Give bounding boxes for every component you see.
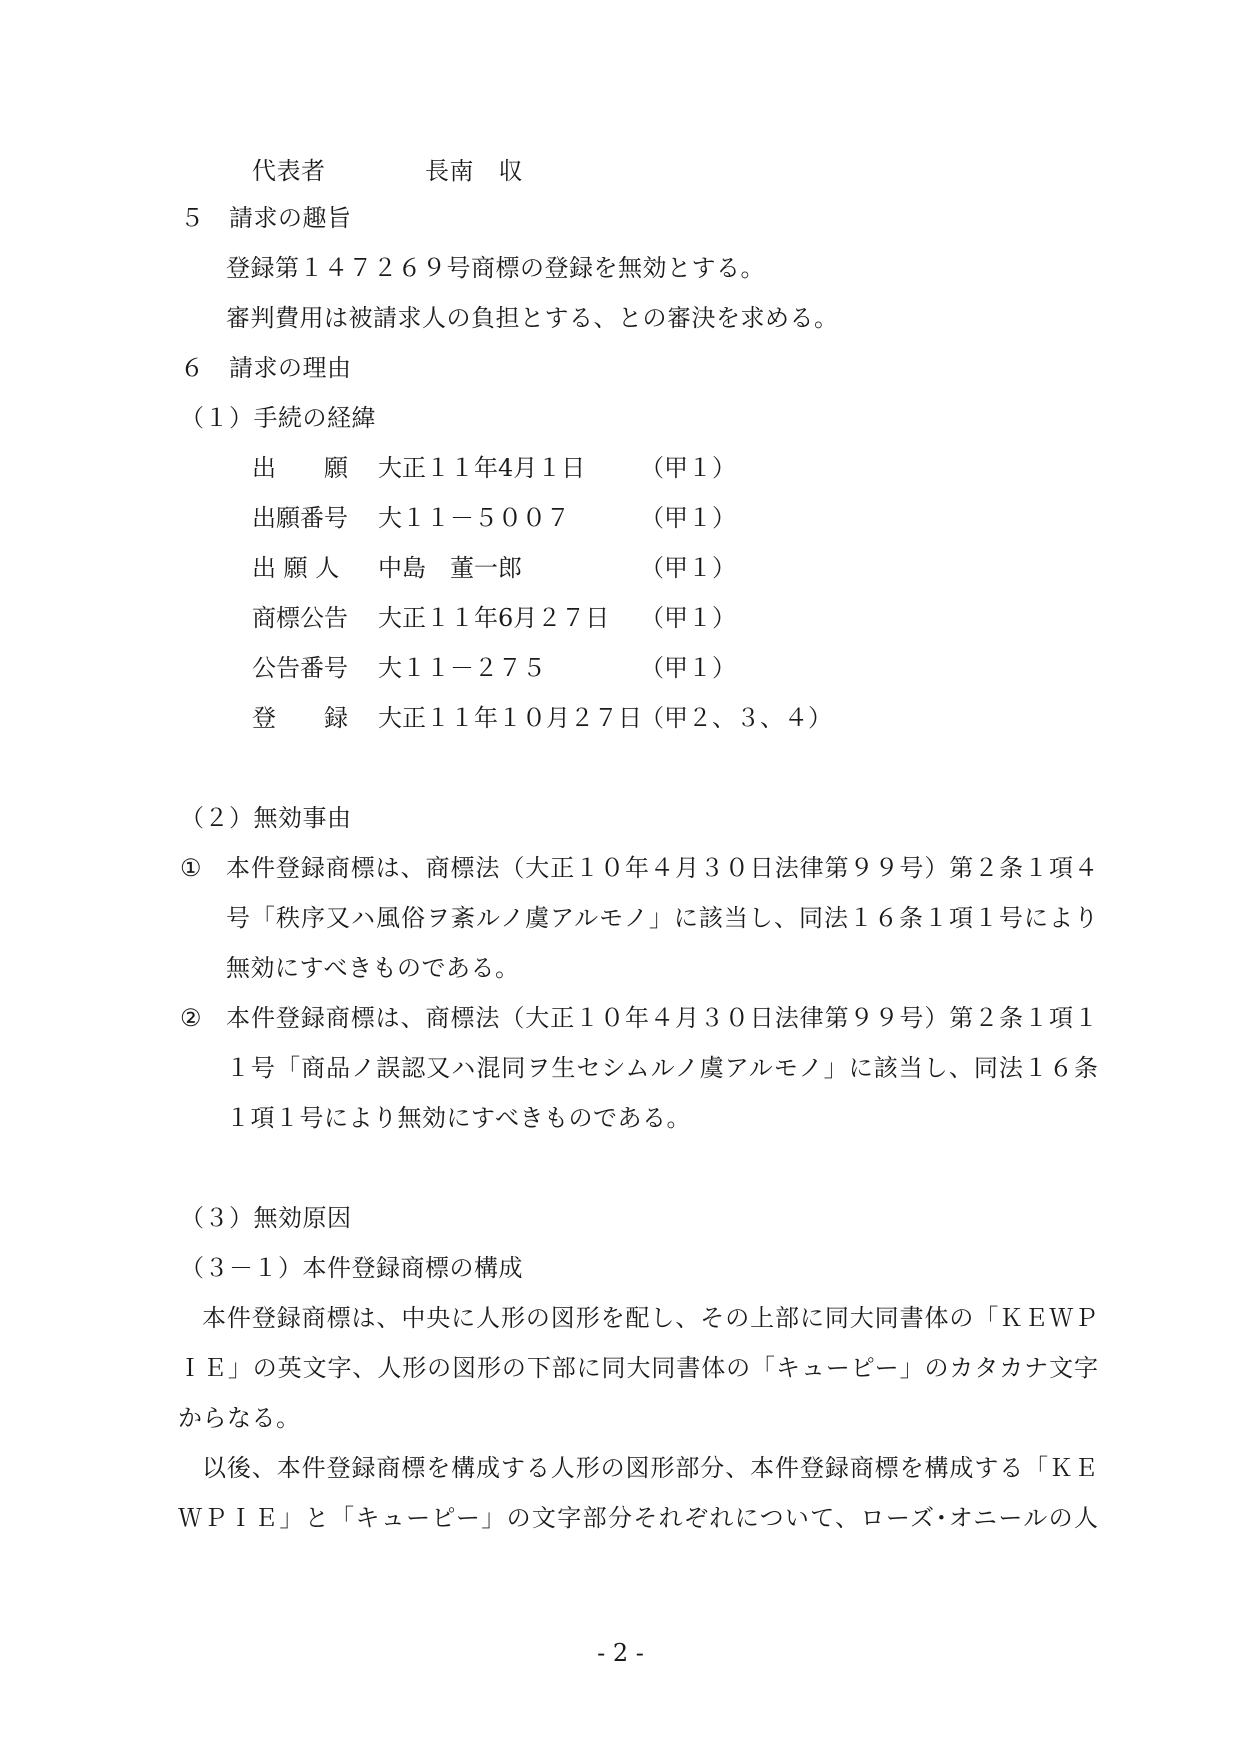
item2-line-2: １号「商品ノ誤認又ハ混同ヲ生セシムルノ虞アルモノ」に該当し、同法１６条 (226, 1054, 1098, 1082)
history-row-ref: （甲２、３、４） (640, 704, 832, 732)
history-row-value: 大１１－５００７ (378, 504, 570, 532)
item1-line-2: 号「秩序又ハ風俗ヲ紊ルノ虞アルモノ」に該当し、同法１６条１項１号により (226, 904, 1098, 932)
history-row-ref: （甲１） (640, 654, 736, 682)
history-row-value: 大正１１年6月２７日 (378, 604, 610, 632)
page-number: - 2 - (597, 1639, 644, 1667)
section6-heading: ６ 請求の理由 (180, 354, 352, 382)
history-row-label: 登 録 (252, 704, 348, 732)
history-row-label: 出 願 (252, 454, 348, 482)
history-row-ref: （甲１） (640, 604, 736, 632)
history-row-ref: （甲１） (640, 454, 736, 482)
history-row-value: 大正１１年4月１日 (378, 454, 586, 482)
section5-line-1: 登録第１４７２６９号商標の登録を無効とする。 (226, 254, 765, 282)
composition-para1-line-1: 本件登録商標は、中央に人形の図形を配し、その上部に同大同書体の「ＫＥＷＰ (202, 1304, 1098, 1332)
item2-line-1: 本件登録商標は、商標法（大正１０年４月３０日法律第９９号）第２条１項１ (226, 1004, 1098, 1032)
composition-para2-line-2: ＷＰＩＥ」と「キューピー」の文字部分それぞれについて、ローズ･オニールの人 (178, 1504, 1098, 1532)
history-row-value: 中島 董一郎 (378, 554, 522, 582)
history-row-value: 大１１－２７５ (378, 654, 546, 682)
item2-marker: ② (180, 1004, 203, 1032)
representative-label: 代表者 (252, 157, 326, 185)
section5-heading: ５ 請求の趣旨 (180, 204, 352, 232)
representative-name: 長南 収 (425, 157, 523, 185)
item2-line-3: １項１号により無効にすべきものである。 (226, 1104, 692, 1132)
composition-para1-line-3: からなる。 (178, 1404, 301, 1432)
item1-line-1: 本件登録商標は、商標法（大正１０年４月３０日法律第９９号）第２条１項４ (226, 854, 1098, 882)
section6-3-heading: （３）無効原因 (180, 1204, 352, 1232)
history-row-label: 商標公告 (252, 604, 348, 632)
history-row-label: 出願番号 (252, 504, 348, 532)
item1-marker: ① (180, 854, 203, 882)
history-row-value: 大正１１年１０月２７日 (378, 704, 642, 732)
section6-3-1-heading: （３－１）本件登録商標の構成 (180, 1254, 523, 1282)
section6-2-heading: （２）無効事由 (180, 804, 352, 832)
item1-line-3: 無効にすべきものである。 (226, 954, 520, 982)
composition-para1-line-2: ＩＥ」の英文字、人形の図形の下部に同大同書体の「キューピー」のカタカナ文字 (178, 1354, 1098, 1382)
history-row-label: 公告番号 (252, 654, 348, 682)
history-row-ref: （甲１） (640, 504, 736, 532)
history-row-label: 出 願 人 (252, 554, 340, 582)
section6-1-heading: （１）手続の経緯 (180, 404, 376, 432)
composition-para2-line-1: 以後、本件登録商標を構成する人形の図形部分、本件登録商標を構成する「ＫＥ (202, 1454, 1098, 1482)
history-row-ref: （甲１） (640, 554, 736, 582)
section5-line-2: 審判費用は被請求人の負担とする、との審決を求める。 (226, 304, 839, 332)
